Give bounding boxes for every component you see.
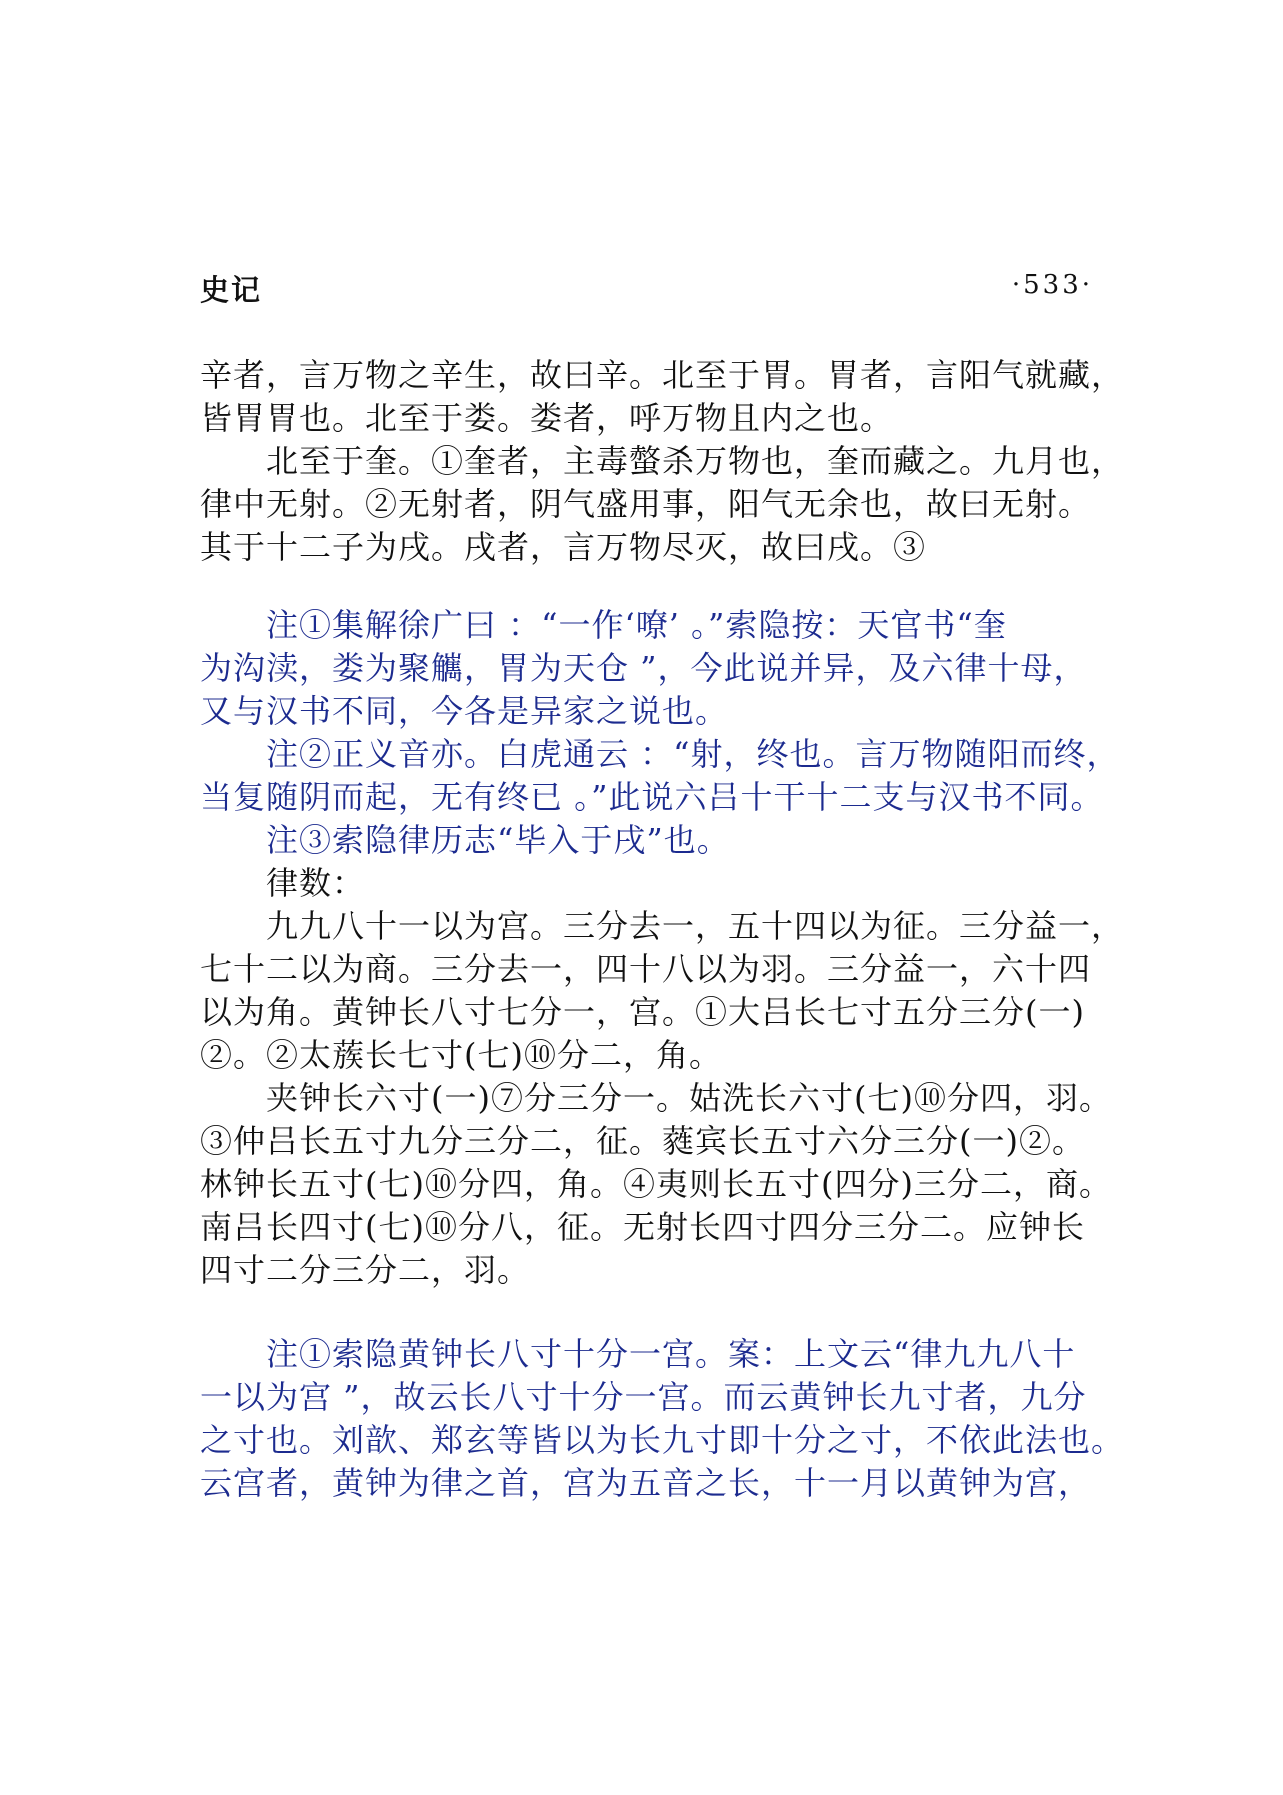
text-line: ②。②太蔟长七寸(七)⑩分二，角。 bbox=[200, 1036, 722, 1074]
note-line: 之寸也。刘歆、郑玄等皆以为长九寸即十分之寸，不依此法也。 bbox=[200, 1421, 1125, 1459]
page-header bbox=[200, 268, 1093, 308]
note-line: 又与汉书不同，今各是异家之说也。 bbox=[200, 692, 729, 730]
text-line: 九九八十一以为宫。三分去一，五十四以为征。三分益一， bbox=[266, 907, 1125, 945]
note-line: 注①索隐黄钟长八寸十分一宫。案：上文云“律九九八十 bbox=[266, 1335, 1076, 1373]
text-line: 四寸二分三分二，羽。 bbox=[200, 1251, 531, 1289]
note-line: 一以为宫 ”，故云长八寸十分一宫。而云黄钟长九寸者，九分 bbox=[200, 1378, 1087, 1416]
note-line: 为沟渎，娄为聚觽，胃为天仓 ”，今此说并异，及六律十母， bbox=[200, 649, 1087, 687]
page-number: ·533· bbox=[1011, 270, 1093, 300]
note-line: 注②正义音亦。白虎通云 ：“射，终也。言万物随阳而终， bbox=[266, 735, 1120, 773]
text-line: 以为角。黄钟长八寸七分一，宫。①大吕长七寸五分三分(一) bbox=[200, 993, 1085, 1031]
text-line: 北至于奎。①奎者，主毒螫杀万物也，奎而藏之。九月也， bbox=[266, 442, 1125, 480]
text-line: 皆胃胃也。北至于娄。娄者，呼万物且内之也。 bbox=[200, 399, 894, 437]
text-line: 律中无射。②无射者，阴气盛用事，阳气无余也，故曰无射。 bbox=[200, 485, 1092, 523]
text-line: 七十二以为商。三分去一，四十八以为羽。三分益一，六十四 bbox=[200, 950, 1092, 988]
section-heading: 律数： bbox=[266, 864, 366, 902]
text-line: 辛者，言万物之辛生，故曰辛。北至于胃。胃者，言阳气就藏， bbox=[200, 356, 1125, 394]
note-line: 当复随阴而起，无有终已 。”此说六吕十干十二支与汉书不同。 bbox=[200, 778, 1104, 816]
note-line: 云宫者，黄钟为律之首，宫为五音之长，十一月以黄钟为宫， bbox=[200, 1464, 1092, 1502]
text-line: 其于十二子为戌。戌者，言万物尽灭，故曰戌。③ bbox=[200, 528, 927, 566]
text-line: ③仲吕长五寸九分三分二，征。蕤宾长五寸六分三分(一)②。 bbox=[200, 1122, 1085, 1160]
notes-and-law-numbers-block bbox=[200, 604, 1125, 1292]
text-line: 夹钟长六寸(一)⑦分三分一。姑洗长六寸(七)⑩分四，羽。 bbox=[266, 1079, 1112, 1117]
note-line: 注③索隐律历志“毕入于戌”也。 bbox=[266, 821, 730, 859]
book-title: 史记 bbox=[200, 273, 263, 307]
notes-block-2 bbox=[200, 1333, 1125, 1505]
text-line: 林钟长五寸(七)⑩分四，角。④夷则长五寸(四分)三分二，商。 bbox=[200, 1165, 1112, 1203]
main-text-block-1 bbox=[200, 354, 1125, 569]
note-line: 注①集解徐广曰 ：“一作‘嘹’ 。”索隐按：天官书“奎 bbox=[266, 606, 1007, 644]
text-line: 南吕长四寸(七)⑩分八，征。无射长四寸四分三分二。应钟长 bbox=[200, 1208, 1085, 1246]
